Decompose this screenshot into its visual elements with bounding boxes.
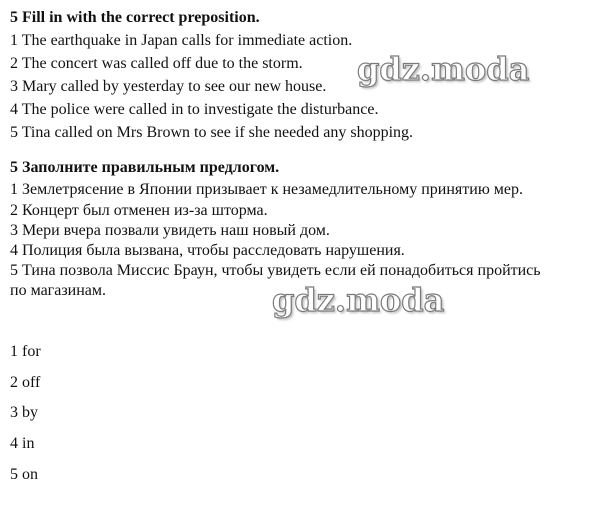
watermark: gdz.moda: [272, 281, 445, 319]
exercise-heading-en: 5 Fill in with the correct preposition.: [10, 9, 260, 26]
exercise-item-en: 4 The police were called in to investigate the disturbance.: [10, 101, 379, 118]
exercise-item-ru: 5 Тина позвола Миссис Браун, чтобы увидеть если ей понадобиться пройтись: [10, 262, 541, 279]
answer-item: 4 in: [10, 435, 35, 452]
exercise-item-en: 3 Mary called by yesterday to see our new house.: [10, 78, 327, 95]
answer-item: 5 on: [10, 466, 38, 483]
exercise-item-ru: 3 Мери вчера позвали увидеть наш новый дом.: [10, 222, 330, 239]
answer-item: 1 for: [10, 343, 41, 360]
exercise-heading-ru: 5 Заполните правильным предлогом.: [10, 159, 280, 176]
exercise-item-en: 2 The concert was called off due to the storm.: [10, 55, 303, 72]
exercise-item-en: 1 The earthquake in Japan calls for immediate action.: [10, 32, 353, 49]
watermark: gdz.moda: [357, 50, 530, 88]
answer-item: 2 off: [10, 374, 41, 391]
exercise-item-ru: по магазинам.: [10, 282, 107, 299]
exercise-item-ru: 2 Концерт был отменен из-за шторма.: [10, 202, 268, 219]
answer-item: 3 by: [10, 404, 38, 421]
exercise-item-en: 5 Tina called on Mrs Brown to see if she needed any shopping.: [10, 124, 414, 141]
exercise-item-ru: 1 Землетрясение в Японии призывает к незамедлительному принятию мер.: [10, 181, 524, 198]
exercise-item-ru: 4 Полиция была вызвана, чтобы расследовать нарушения.: [10, 242, 405, 259]
